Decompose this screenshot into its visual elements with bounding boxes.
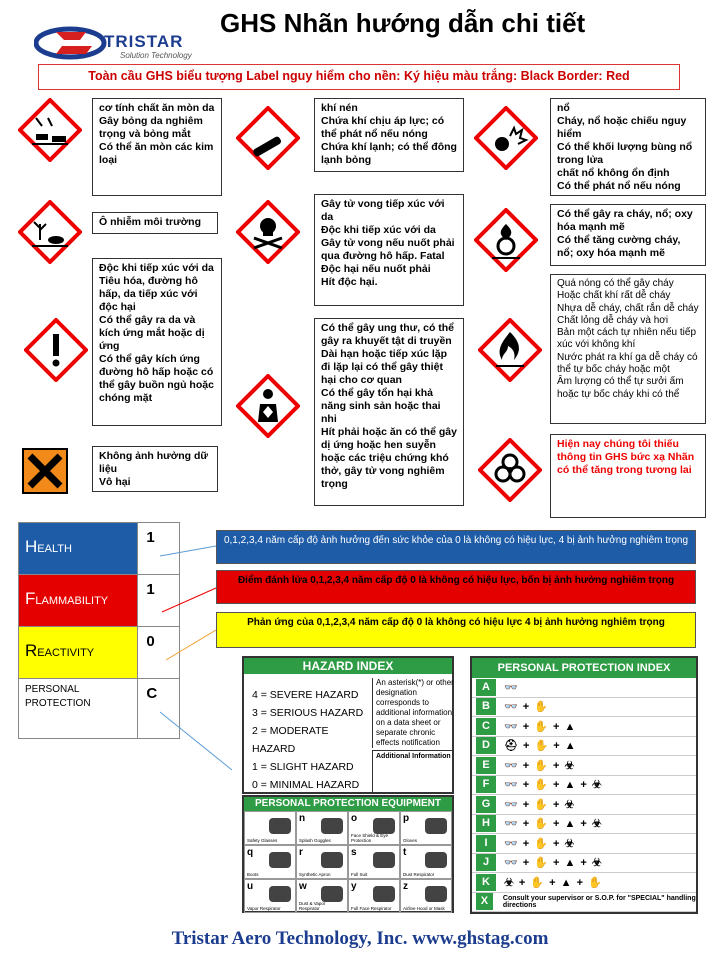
ppi-letter: F (476, 776, 496, 793)
ppi-row (472, 698, 696, 718)
hmis-reactivity-label: REACTIVITY (19, 627, 138, 679)
exclamation-text (92, 258, 222, 426)
explosive-line: Có thể khối lượng bùng nổ trong lửa (557, 141, 693, 166)
health-line: Có thể gây ung thư, có thể gây ra khuyết tật di truyền (321, 322, 455, 347)
ppi-letter: G (476, 796, 496, 813)
ppi-letter: E (476, 757, 496, 774)
toxic-text (314, 194, 464, 306)
hmis-pp-label: PERSONAL PROTECTION (19, 679, 138, 739)
flammable-text (550, 274, 706, 424)
ppi-letter: C (476, 718, 496, 735)
skull-pictogram-icon (236, 200, 300, 264)
no-effect-line: Vô hại (99, 476, 131, 488)
ppe-code: z (403, 881, 408, 892)
hazard-index-note: An asterisk(*) or other designation corresponds to additional information on a data sheet or separate chronic effects notification (372, 678, 454, 748)
ppe-name: Vapor Respirator (247, 906, 281, 911)
ppi-row (472, 893, 696, 913)
flammability-info-box: Điểm đánh lửa 0,1,2,3,4 năm cấp độ 0 là không có hiệu lực, bốn bị ảnh hưởng nghiêm trọng (216, 570, 696, 604)
ppe-name: Full Face Respirator (351, 906, 392, 911)
additional-information: Additional Information (372, 750, 454, 794)
personal-protection-index-panel (470, 656, 698, 914)
ppi-equipment-icons: 👓 + ✋ + ☣ (504, 837, 576, 850)
ppe-code: q (247, 847, 254, 858)
hmis-health-value: 1 (138, 523, 180, 575)
flammable-line: Chất lỏng dễ cháy và hơi (557, 314, 669, 326)
toxic-line: Gây tử vong tiếp xúc với da (321, 198, 445, 223)
health-line: Dài hạn hoặc tiếp xúc lặp đi lặp lại có thể gây thiệt hại cho cơ quan (321, 348, 448, 386)
ppe-code: w (299, 881, 307, 892)
ppe-equipment-icon (373, 818, 395, 834)
ppe-equipment-icon (425, 886, 447, 902)
ppe-name: Synthetic Apron (299, 872, 331, 877)
ppe-equipment-icon (269, 818, 291, 834)
explosive-line: Có thể phát nổ nếu nóng (557, 180, 681, 192)
ppi-equipment-icons: 👓 + ✋ + ☣ (504, 759, 576, 772)
environment-line: Ô nhiễm môi trường (99, 216, 201, 228)
ppi-row (472, 873, 696, 893)
environment-pictogram-icon (18, 200, 82, 264)
ppe-code: u (247, 881, 254, 892)
ppe-name: Full Suit (351, 872, 368, 877)
explosive-pictogram-icon (474, 106, 538, 170)
hazard-level: 3 = SERIOUS HAZARD (252, 707, 364, 719)
toxic-line: Gây tử vong nếu nuốt phải qua đường hô hấp. Fatal (321, 237, 455, 262)
ppi-row (472, 795, 696, 815)
ppe-cell (348, 879, 400, 913)
footer-text: Tristar Aero Technology, Inc. www.ghstag.com (171, 928, 549, 949)
biohazard-pictogram-icon (478, 438, 542, 502)
ppi-equipment-icons: 👓 + ✋ (504, 701, 549, 714)
hmis-flammability-label: FLAMMABILITY (19, 575, 138, 627)
oxidizer-pictogram-icon (474, 208, 538, 272)
ppe-equipment-icon (269, 852, 291, 868)
ppe-equipment-icon (373, 852, 395, 868)
ppe-name: Face Shield & Eye Protection (351, 833, 389, 843)
ppe-title: PERSONAL PROTECTION EQUIPMENT (244, 797, 452, 811)
logo-swoosh-icon (34, 20, 114, 66)
explosive-line: nổ (557, 102, 570, 114)
hmis-flammability-value: 1 (138, 575, 180, 627)
ppe-cell (400, 845, 452, 879)
health-info-box: 0,1,2,3,4 năm cấp độ ảnh hưởng đến sức khỏe của 0 là không có hiệu lực, 4 bị ảnh hưởng nghiêm trọng (216, 530, 696, 564)
flammable-line: Hoặc chất khí rất dễ cháy (557, 290, 671, 302)
oxidizer-text (550, 204, 706, 266)
exclamation-line: Có thể gây ra da và kích ứng mắt hoặc dị ứng (99, 314, 205, 352)
no-effect-line: Không ảnh hưởng dữ liệu (99, 450, 208, 475)
ppe-equipment-icon (425, 818, 447, 834)
ppe-name: Safety Glasses (247, 838, 278, 843)
ppi-letter: B (476, 698, 496, 715)
ppe-equipment-icon (321, 852, 343, 868)
logo-tagline: Solution Technology (120, 51, 192, 60)
ppi-equipment-icons: 👓 + ✋ + ▲ (504, 720, 577, 733)
health-text (314, 318, 464, 506)
oxidizer-line: Có thể gây ra cháy, nổ; oxy hóa mạnh mẽ (557, 208, 693, 233)
hazard-index-panel (242, 656, 454, 794)
ppe-equipment-icon (321, 818, 343, 834)
ppe-code: t (403, 847, 407, 858)
ppe-code: o (351, 813, 358, 824)
ppe-cell (400, 811, 452, 845)
ppi-row (472, 815, 696, 835)
biohazard-text (550, 434, 706, 518)
ppe-cell (296, 811, 348, 845)
environment-text (92, 212, 218, 234)
harmful-x-icon (22, 448, 68, 494)
flammable-line: Quá nóng có thể gây cháy (557, 278, 674, 289)
flammable-line: Nước phát ra khí ga dễ cháy có thể tự bốc cháy hoặc một (557, 351, 698, 376)
corrosive-pictogram-icon (18, 98, 82, 162)
ppi-equipment-icons: 👓 + ✋ + ☣ (504, 798, 576, 811)
corrosive-line: Gây bỏng da nghiêm trọng và bỏng mắt (99, 115, 203, 140)
biohazard-line: Hiện nay chúng tôi thiếu thông tin GHS bức xạ Nhãn có thể tăng trong tương lai (557, 438, 695, 476)
ppe-grid (244, 811, 452, 913)
gas-text (314, 98, 464, 172)
ppi-title: PERSONAL PROTECTION INDEX (472, 658, 696, 678)
ppi-equipment-icons: 👓 + ✋ + ▲ + ☣ (504, 818, 603, 831)
subtitle-banner: Toàn cầu GHS biểu tượng Label nguy hiểm cho nền: Ký hiệu màu trắng: Black Border: Red (38, 64, 680, 90)
ppi-equipment-icons: ☣ + ✋ + ▲ + ✋ (504, 876, 603, 889)
hmis-pp-value: C (138, 679, 180, 739)
ppe-name: Dust Respirator (403, 872, 435, 877)
hazard-level: 2 = MODERATE HAZARD (252, 725, 329, 755)
ppe-name: Gloves (403, 838, 418, 843)
gas-line: Chứa khí lạnh; có thể đông lạnh bỏng (321, 141, 457, 166)
hmis-row-personal-protection (19, 679, 180, 739)
explosive-line: Cháy, nổ hoặc chiếu nguy hiểm (557, 115, 687, 140)
ppi-row (472, 854, 696, 874)
explosive-text (550, 98, 706, 196)
hmis-health-label: HEALTH (19, 523, 138, 575)
gas-line: khí nén (321, 102, 358, 114)
reactivity-info-box: Phản ứng của 0,1,2,3,4 năm cấp độ 0 là không có hiệu lực 4 bị ảnh hưởng nghiêm trọng (216, 612, 696, 648)
ppi-letter: A (476, 679, 496, 696)
hmis-reactivity-value: 0 (138, 627, 180, 679)
health-line: Hít phải hoặc ăn có thể gây dị ứng hoặc hen suyễn hoặc các triệu chứng khó thở, gây tử vong nghiêm trọng (321, 426, 457, 490)
health-line: Có thể gây tổn hại khả năng sinh sản hoặc thai nhi (321, 387, 441, 425)
ppi-equipment-icons: 👓 + ✋ + ▲ + ☣ (504, 779, 603, 792)
corrosive-line: cơ tính chất ăn mòn da (99, 102, 215, 114)
flammable-line: Nhựa dễ cháy, chất rắn dễ cháy (557, 302, 699, 314)
ppi-letter: H (476, 815, 496, 832)
ppi-row (472, 717, 696, 737)
no-effect-text (92, 446, 218, 492)
ppi-row (472, 776, 696, 796)
ppi-letter: X (476, 893, 493, 910)
ppe-equipment-icon (269, 886, 291, 902)
ppe-code: r (299, 847, 303, 858)
hazard-level: 4 = SEVERE HAZARD (252, 689, 359, 701)
toxic-line: Hít độc hại. (321, 276, 378, 288)
ppi-row (472, 834, 696, 854)
exclamation-line: Độc khi tiếp xúc với da (99, 262, 214, 274)
exclamation-line: Có thể gây kích ứng đường hô hấp hoặc có thể gây buồn ngủ hoặc chóng mặt (99, 353, 214, 404)
ppi-equipment-icons: 👓 + ✋ + ▲ + ☣ (504, 857, 603, 870)
ppe-code: y (351, 881, 357, 892)
exclamation-pictogram-icon (24, 318, 88, 382)
ppe-code: s (351, 847, 357, 858)
hmis-row-flammability (19, 575, 180, 627)
ppe-equipment-icon (425, 852, 447, 868)
hazard-index-title: HAZARD INDEX (244, 658, 452, 674)
explosive-line: chất nổ không ổn định (557, 167, 670, 179)
ppe-cell (244, 811, 296, 845)
ppe-cell (348, 845, 400, 879)
exclamation-line: Tiêu hóa, đường hô hấp, da tiếp xúc với độc hại (99, 275, 198, 313)
flammable-line: Âm lượng có thể tự sưởi ấm hoặc tự bốc cháy khi có thể (557, 376, 684, 400)
flammable-line: Bản một cách tự nhiên nếu tiếp xúc với không khí (557, 327, 697, 351)
corrosive-line: Có thể ăn mòn các kim loại (99, 141, 214, 166)
hazard-levels (252, 686, 370, 794)
ppe-cell (244, 845, 296, 879)
ppi-equipment-icons: Consult your supervisor or S.O.P. for "SPECIAL" handling directions (502, 894, 696, 909)
ppi-row (472, 737, 696, 757)
toxic-line: Độc khi tiếp xúc với da (321, 224, 436, 236)
ppi-letter: I (476, 835, 496, 852)
hmis-rating-table (18, 522, 180, 739)
ppi-equipment-icons: ⛑ + ✋ + ▲ (504, 740, 577, 753)
ppe-name: Splash Goggles (299, 838, 331, 843)
ppe-cell (400, 879, 452, 913)
ppi-equipment-icons: 👓 (504, 681, 519, 694)
ppe-cell (296, 845, 348, 879)
ppe-cell (296, 879, 348, 913)
ppe-equipment-icon (321, 886, 343, 902)
ppe-name: Boots (247, 872, 259, 877)
ppi-row (472, 678, 696, 698)
ppi-rows (472, 678, 696, 912)
hmis-row-health (19, 523, 180, 575)
ppe-equipment-icon (373, 886, 395, 902)
tristar-logo (34, 20, 204, 66)
ppe-cell (348, 811, 400, 845)
ppi-row (472, 756, 696, 776)
flammable-pictogram-icon (478, 318, 542, 382)
ppe-name: Airline Hood or Mask (403, 906, 445, 911)
ppe-code: p (403, 813, 410, 824)
corrosive-text (92, 98, 222, 196)
ppe-name: Dust & Vapor Respirator (299, 901, 326, 911)
hmis-row-reactivity (19, 627, 180, 679)
gas-cylinder-pictogram-icon (236, 106, 300, 170)
gas-line: Chứa khí chịu áp lực; có thể phát nổ nếu nóng (321, 115, 445, 140)
ppi-letter: J (476, 854, 496, 871)
ppe-panel (242, 795, 454, 913)
oxidizer-line: Có thể tăng cường cháy, nổ; oxy hóa mạnh mẽ (557, 234, 681, 259)
ppe-cell (244, 879, 296, 913)
health-hazard-pictogram-icon (236, 374, 300, 438)
logo-text: TRISTAR (104, 32, 184, 51)
ppe-code: n (299, 813, 306, 824)
hazard-level: 0 = MINIMAL HAZARD (252, 779, 360, 791)
page-title: GHS Nhãn hướng dẫn chi tiết (220, 8, 586, 38)
hazard-level: 1 = SLIGHT HAZARD (252, 761, 354, 773)
toxic-line: Độc hại nếu nuốt phải (321, 263, 431, 275)
ppi-letter: K (476, 874, 496, 891)
ppi-letter: D (476, 737, 496, 754)
